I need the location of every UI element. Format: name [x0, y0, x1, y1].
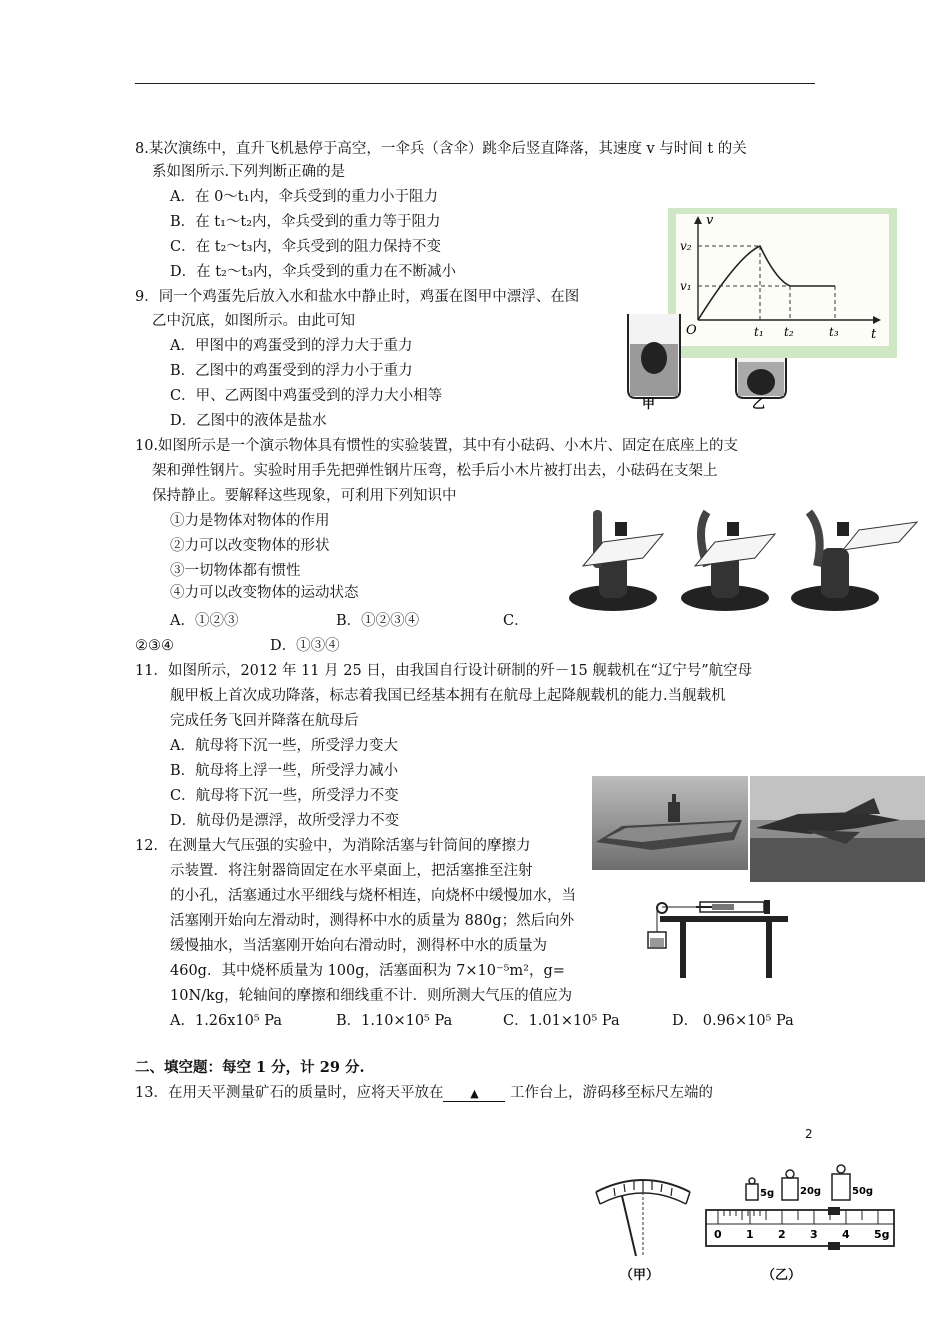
blank-marker-triangle: ▲	[470, 1087, 479, 1100]
header-rule	[135, 83, 815, 84]
q10-stem-line2: 架和弹性钢片。实验时用手先把弹性钢片压弯，松手后小木片被打出去，小砝码在支架上	[152, 463, 718, 479]
weight-20g-label: 20g	[800, 1186, 822, 1197]
beaker-label-yi: 乙	[752, 397, 766, 412]
q9-option-a: A．甲图中的鸡蛋受到的浮力大于重力	[170, 338, 413, 354]
q13-answer-blank	[443, 1087, 505, 1102]
scale-tick-4: 4	[842, 1228, 850, 1241]
q12-option-d: D． 0.96×10⁵ Pa	[672, 1013, 794, 1029]
q12-line6: 460g．其中烧杯质量为 100g，活塞面积为 7×10⁻⁵m²，g=	[170, 963, 565, 979]
q10-knowledge-2: ②力可以改变物体的形状	[170, 538, 330, 554]
page-number: 2	[805, 1127, 813, 1141]
beaker-label-jia: 甲	[642, 397, 656, 412]
q11-stem-line1: 11．如图所示，2012 年 11 月 25 日，由我国自行设计研制的歼－15 舰载机在“辽宁号”航空母	[135, 663, 753, 679]
q11-option-a: A．航母将下沉一些，所受浮力变大	[170, 738, 398, 754]
q12-option-c: C．1.01×10⁵ Pa	[503, 1013, 620, 1029]
q8-option-d: D．在 t₂～t₃内，伞兵受到的重力在不断减小	[170, 264, 457, 280]
balance-label-jia: （甲）	[620, 1268, 660, 1283]
q10-option-c-tail: ②③④	[135, 638, 174, 654]
q12-line4: 活塞刚开始向左滑动时，测得杯中水的质量为 880g；然后向外	[170, 913, 575, 929]
section-2-title: 二、填空题：每空 1 分，计 29 分.	[135, 1059, 365, 1076]
j15-jet-photo	[750, 776, 925, 882]
graph-v1: v₁	[680, 279, 692, 293]
scale-tick-2: 2	[778, 1228, 786, 1241]
q12-option-a: A．1.26x10⁵ Pa	[170, 1013, 283, 1029]
graph-t-label: t	[871, 327, 877, 342]
scale-tick-0: 0	[714, 1228, 722, 1241]
q11-option-d: D．航母仍是漂浮，故所受浮力不变	[170, 813, 400, 829]
q13-stem	[135, 1083, 713, 1103]
scale-tick-5g: 5g	[874, 1228, 890, 1241]
q9-option-b: B．乙图中的鸡蛋受到的浮力小于重力	[170, 363, 413, 379]
q10-stem-line3: 保持静止。要解释这些现象，可利用下列知识中	[152, 488, 457, 504]
q10-option-c-head: C．	[503, 613, 529, 629]
q12-line2: 示装置．将注射器筒固定在水平桌面上，把活塞推至注射	[170, 863, 533, 879]
q9-option-d: D．乙图中的液体是盐水	[170, 413, 327, 429]
q12-line7: 10N/kg，轮轴间的摩擦和细线重不计．则所测大气压的值应为	[170, 988, 573, 1004]
q8-stem-line2: 系如图所示.下列判断正确的是	[152, 164, 346, 180]
q12-line3: 的小孔，活塞通过水平细线与烧杯相连，向烧杯中缓慢加水，当	[170, 888, 576, 904]
balance-pointer-dial	[592, 1172, 694, 1262]
graph-t3: t₃	[829, 325, 839, 339]
q9-egg-beakers	[618, 306, 798, 418]
q9-stem-line1: 9．同一个鸡蛋先后放入水和盐水中静止时，鸡蛋在图甲中漂浮、在图	[135, 289, 580, 305]
scale-tick-1: 1	[746, 1228, 754, 1241]
q12-line5: 缓慢抽水，当活塞刚开始向右滑动时，测得杯中水的质量为	[170, 938, 547, 954]
scale-tick-3: 3	[810, 1228, 818, 1241]
syringe-apparatus	[640, 886, 800, 982]
q11-stem-line2: 舰甲板上首次成功降落，标志着我国已经基本拥有在航母上起降舰载机的能力.当舰载机	[170, 688, 726, 704]
q10-knowledge-4: ④力可以改变物体的运动状态	[170, 585, 359, 601]
q10-option-d: D．①③④	[270, 638, 340, 654]
q11-option-c: C．航母将下沉一些，所受浮力不变	[170, 788, 399, 804]
q12-option-b: B．1.10×10⁵ Pa	[336, 1013, 453, 1029]
q9-option-c: C．甲、乙两图中鸡蛋受到的浮力大小相等	[170, 388, 443, 404]
q13-stem-before: 13．在用天平测量矿石的质量时，应将天平放在	[135, 1085, 444, 1101]
q8-option-a: A．在 0～t₁内，伞兵受到的重力小于阻力	[170, 189, 438, 205]
aircraft-carrier-photo	[592, 776, 748, 870]
q10-knowledge-1: ①力是物体对物体的作用	[170, 513, 330, 529]
weight-50g-label: 50g	[852, 1186, 874, 1197]
q8-option-b: B．在 t₁～t₂内，伞兵受到的重力等于阻力	[170, 214, 441, 230]
graph-v-label: v	[706, 213, 714, 228]
q11-stem-line3: 完成任务飞回并降落在航母后	[170, 713, 359, 729]
q12-line1: 12．在测量大气压强的实验中，为消除活塞与针筒间的摩擦力	[135, 838, 531, 854]
weight-5g-label: 5g	[760, 1188, 775, 1199]
balance-label-yi: （乙）	[762, 1268, 802, 1283]
q10-stem-line1: 10.如图所示是一个演示物体具有惯性的实验装置，其中有小砝码、小木片、固定在底座上的支	[135, 438, 739, 454]
q10-inertia-apparatus	[565, 500, 925, 615]
q9-stem-line2: 乙中沉底，如图所示。由此可知	[152, 313, 355, 329]
graph-t2: t₂	[784, 325, 794, 339]
q11-option-b: B．航母将上浮一些，所受浮力减小	[170, 763, 399, 779]
graph-v2: v₂	[680, 239, 692, 253]
q8-stem-line1: 8.某次演练中，直升飞机悬停于高空，一伞兵（含伞）跳伞后竖直降落，其速度 v 与时间 t 的关	[135, 141, 747, 157]
graph-origin: O	[686, 323, 697, 338]
balance-weights-and-rider	[702, 1164, 902, 1264]
q13-stem-after: 工作台上，游码移至标尺左端的	[505, 1085, 714, 1101]
q10-option-b: B．①②③④	[336, 613, 420, 629]
graph-t1: t₁	[754, 325, 764, 339]
q8-option-c: C．在 t₂～t₃内，伞兵受到的阻力保持不变	[170, 239, 441, 255]
q10-knowledge-3: ③一切物体都有惯性	[170, 563, 301, 579]
q10-option-a: A．①②③	[170, 613, 239, 629]
